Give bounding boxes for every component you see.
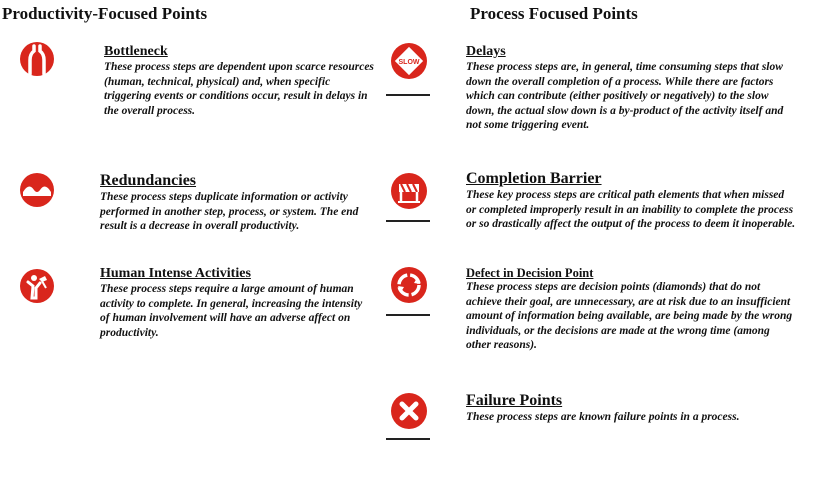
bottleneck-entry: [104, 44, 374, 118]
bottleneck-title: Bottleneck: [104, 44, 168, 59]
delays-rule: [386, 94, 430, 96]
redundancies-description: These process steps duplicate information or activity performed in another step, process, or system. The end result is a decrease in overall productivity.: [100, 191, 359, 232]
redundancies-title: Redundancies: [100, 172, 197, 189]
human-intense-title: Human Intense Activities: [100, 266, 251, 281]
human-intense-entry: [100, 266, 370, 340]
barrier-icon: [390, 172, 424, 206]
slow-sign-text: SLOW: [398, 59, 420, 66]
decision-point-entry: [466, 266, 796, 353]
decision-point-title: Defect in Decision Point: [466, 266, 594, 280]
worker-icon: [20, 268, 54, 302]
failure-points-description: These process steps are known failure points in a process.: [466, 411, 740, 423]
completion-barrier-title: Completion Barrier: [466, 170, 602, 187]
completion-barrier-description: These key process steps are critical path elements that when missed or completed improperly result in an inability to complete the process or so drastically affect the output of the process to deem it inoperable.: [466, 189, 796, 230]
failure-points-title: Failure Points: [466, 392, 563, 409]
delays-description: These process steps are, in general, time consuming steps that slow down the overall completion of a process. While there are factors which can contribute (either positively or negatively) to the slow down, the actual slow down is a by-product of the activity itself and not some triggering event.: [466, 61, 784, 131]
human-intense-description: These process steps require a large amount of human activity to complete. In general, increasing the intensity of human involvement will have an adverse affect on productivity.: [100, 283, 363, 339]
failure-x-icon: [390, 392, 424, 426]
decision-point-description: These process steps are decision points (diamonds) that do not achieve their goal, are unnecessary, are at risk due to an insufficient amount of information being available, are being made by the wrong individuals, or the decisions are made at the wrong time (among other reasons).: [466, 281, 793, 351]
decision-cycle-icon: [390, 266, 424, 300]
redundancies-entry: [100, 172, 370, 234]
delays-entry: [466, 44, 786, 133]
delays-title: Delays: [466, 44, 506, 59]
right-column-heading: Process Focused Points: [470, 4, 638, 23]
left-column-heading: Productivity-Focused Points: [2, 4, 208, 23]
slow-sign-icon: [390, 42, 424, 76]
bottleneck-description: These process steps are dependent upon scarce resources (human, technical, physical) and, when specific triggering events or conditions occur, result in delays in the overall process.: [104, 61, 374, 117]
decision-rule: [386, 314, 430, 316]
barrier-rule: [386, 220, 430, 222]
redundancy-icon: [20, 172, 54, 206]
bottleneck-icon: [20, 42, 54, 76]
failure-points-entry: [466, 392, 786, 425]
failure-rule: [386, 438, 430, 440]
completion-barrier-entry: [466, 170, 796, 232]
